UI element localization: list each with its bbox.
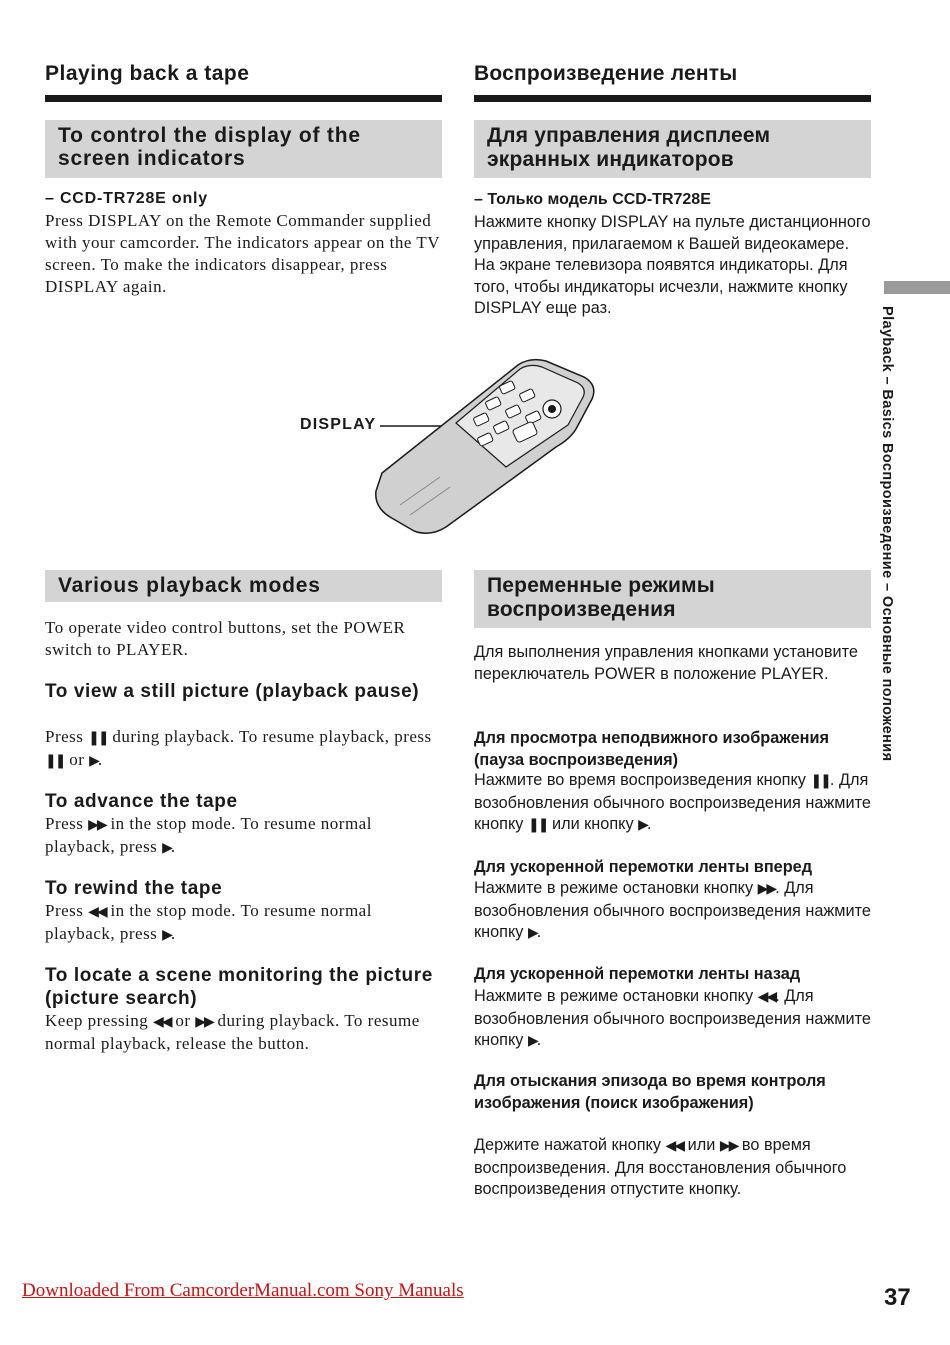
display-note-en: – CCD-TR728E only (45, 190, 208, 207)
modes-heading-ru: Переменные режимы воспроизведения (474, 570, 871, 628)
play-icon: ▶ (527, 1033, 537, 1049)
still-text-ru: Нажмите во время воспроизведения кнопку ❚❚. Для возобновления обычного воспроизведения нажмите кнопку ❚❚ или кнопку ▶. (474, 771, 871, 833)
still-heading-ru: Для просмотра неподвижного изображения (пауза воспроизведения) (474, 729, 829, 769)
side-tab-label: Playback – Basics Воспроизведение – Основные положения (879, 306, 895, 762)
modes-intro-en: To operate video control buttons, set the POWER switch to PLAYER. (45, 618, 406, 659)
section-title-en: Playing back a tape (45, 62, 250, 85)
display-heading-en: To control the display of the screen indicators (45, 120, 442, 178)
search-text-en: Keep pressing ◀◀ or ▶▶ during playback. To resume normal playback, release the button. (45, 1011, 420, 1053)
section-title-ru: Воспроизведение ленты (474, 62, 738, 85)
fast-forward-icon: ▶▶ (88, 817, 106, 833)
display-callout-label: DISPLAY (300, 416, 377, 433)
advance-heading-en: To advance the tape (45, 791, 238, 812)
rewind-icon: ◀◀ (88, 904, 106, 920)
fast-forward-icon: ▶▶ (757, 881, 776, 897)
pause-icon: ❚❚ (527, 817, 548, 833)
modes-intro-ru: Для выполнения управления кнопками установите переключатель POWER в положение PLAYER. (474, 643, 858, 683)
display-text-en: Press DISPLAY on the Remote Commander supplied with your camcorder. The indicators appear on the TV screen. To make the indicators disappear, press DISPLAY again. (45, 211, 440, 296)
play-icon: ▶ (162, 927, 171, 943)
page-number: 37 (884, 1284, 911, 1311)
search-heading-en: To locate a scene monitoring the picture (picture search) (45, 965, 433, 1009)
remote-commander-illustration (370, 355, 610, 545)
section-rule-en (45, 95, 442, 102)
rewind-text-ru: Нажмите в режиме остановки кнопку ◀◀. Для возобновления обычного воспроизведения нажмите кнопку ▶. (474, 987, 871, 1049)
rewind-icon: ◀◀ (153, 1014, 171, 1030)
pause-icon: ❚❚ (45, 753, 65, 769)
advance-text-en: Press ▶▶ in the stop mode. To resume normal playback, press ▶. (45, 814, 372, 856)
pause-icon: ❚❚ (810, 773, 830, 789)
search-text-ru: Держите нажатой кнопку ◀◀ или ▶▶ во время воспроизведения. Для восстановления обычного воспроизведения отпустите кнопку. (474, 1136, 847, 1198)
modes-heading-en: Various playback modes (45, 570, 442, 602)
section-rule-ru (474, 95, 871, 102)
display-heading-ru: Для управления дисплеем экранных индикаторов (474, 120, 871, 178)
still-heading-en: To view a still picture (playback pause) (45, 681, 420, 702)
play-icon: ▶ (162, 840, 171, 856)
advance-heading-ru: Для ускоренной перемотки ленты вперед (474, 858, 813, 876)
play-icon: ▶ (638, 817, 647, 833)
still-text-en: Press ❚❚ during playback. To resume playback, press ❚❚ or ▶. (45, 727, 432, 769)
rewind-text-en: Press ◀◀ in the stop mode. To resume normal playback, press ▶. (45, 901, 372, 943)
display-note-ru: – Только модель CCD-TR728E (474, 191, 711, 208)
rewind-heading-ru: Для ускоренной перемотки ленты назад (474, 965, 801, 983)
fast-forward-icon: ▶▶ (719, 1138, 738, 1154)
side-tab-marker (884, 281, 950, 294)
rewind-heading-en: To rewind the tape (45, 878, 223, 899)
advance-text-ru: Нажмите в режиме остановки кнопку ▶▶. Для возобновления обычного воспроизведения нажмите кнопку ▶. (474, 879, 871, 941)
pause-icon: ❚❚ (88, 730, 108, 746)
display-text-ru: Нажмите кнопку DISPLAY на пульте дистанционного управления, прилагаемом к Вашей видеокамере. На экране телевизора появятся индикаторы. Для того, чтобы индикаторы исчезли, нажмите кнопку DISPLAY еще раз. (474, 213, 871, 317)
rewind-icon: ◀◀ (757, 989, 776, 1005)
play-icon: ▶ (89, 753, 98, 769)
fast-forward-icon: ▶▶ (195, 1014, 213, 1030)
play-icon: ▶ (527, 925, 537, 941)
search-heading-ru: Для отыскания эпизода во время контроля изображения (поиск изображения) (474, 1072, 826, 1112)
download-source-link[interactable]: Downloaded From CamcorderManual.com Sony Manuals (22, 1280, 464, 1301)
rewind-icon: ◀◀ (665, 1138, 684, 1154)
